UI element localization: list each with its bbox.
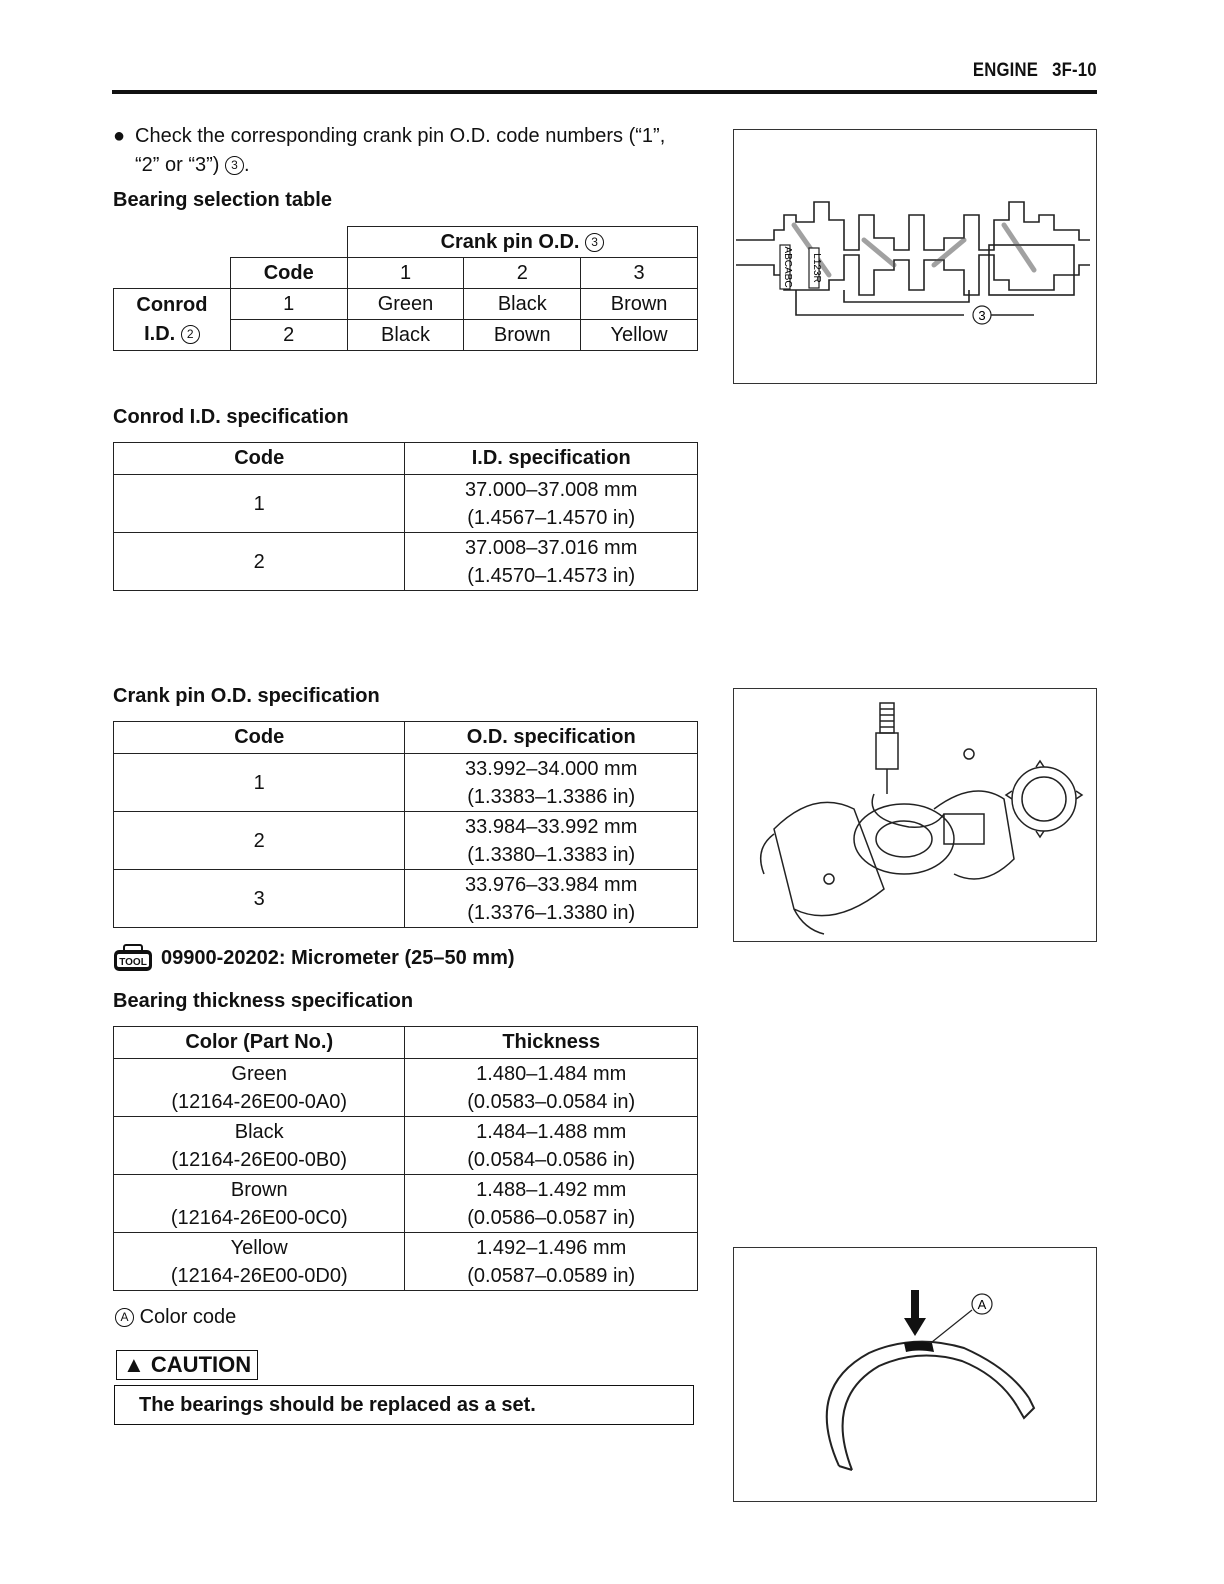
col-header: Code [114, 722, 405, 754]
bearing-selection-title: Bearing selection table [113, 189, 332, 211]
ref-marker: A [115, 1308, 134, 1327]
spec-mm: 1.492–1.496 mm [476, 1236, 627, 1259]
spec-inch: (0.0584–0.0586 in) [467, 1148, 636, 1171]
micrometer-crankshaft-icon [734, 689, 1096, 941]
table-cell: Brown [581, 289, 698, 320]
color-code-note [115, 1306, 236, 1329]
crankpin-spec-table [113, 721, 698, 928]
spec-mm: 1.480–1.484 mm [476, 1062, 627, 1085]
table-cell: Black [464, 289, 581, 320]
page-header [112, 56, 1097, 94]
row-code: 1 [114, 475, 405, 533]
color-cell [114, 1117, 405, 1175]
table-cell: Brown [464, 320, 581, 351]
spec-mm: 1.484–1.488 mm [476, 1120, 627, 1143]
row-code: 2 [114, 812, 405, 870]
bullet-line-2: “2” or “3”) [135, 154, 220, 176]
spec-inch: (0.0586–0.0587 in) [467, 1206, 636, 1229]
table-cell: Black [347, 320, 464, 351]
instruction-bullet [113, 122, 713, 180]
col-header: Color (Part No.) [114, 1027, 405, 1059]
spec-mm: 1.488–1.492 mm [476, 1178, 627, 1201]
table-row [114, 1175, 698, 1233]
spec-mm: 33.976–33.984 mm [465, 873, 638, 896]
page-number: 3F-10 [1052, 60, 1097, 81]
col-header: Code [114, 443, 405, 475]
spec-mm: 37.000–37.008 mm [465, 478, 638, 501]
conrod-spec-table [113, 442, 698, 591]
table-row [114, 1117, 698, 1175]
code-header: Code [230, 258, 347, 289]
part-number: (12164-26E00-0C0) [170, 1206, 348, 1229]
table-row [114, 1027, 698, 1059]
id-label: I.D. [144, 322, 176, 345]
row-code: 1 [114, 754, 405, 812]
crankshaft-figure [733, 129, 1097, 384]
conrod-id-header [114, 289, 231, 351]
conrod-label: Conrod [136, 293, 208, 316]
spec-cell [405, 812, 698, 870]
spec-cell [405, 533, 698, 591]
thickness-spec-table [113, 1026, 698, 1291]
spec-inch: (1.3383–1.3386 in) [467, 785, 636, 808]
ref-marker: 3 [225, 156, 244, 175]
color-name: Yellow [230, 1236, 288, 1259]
table-row [114, 754, 698, 812]
table-row [114, 475, 698, 533]
thickness-cell [405, 1233, 698, 1291]
warning-triangle-icon: ▲ [123, 1352, 145, 1377]
section-title: ENGINE [973, 60, 1039, 81]
bullet-line-1: Check the corresponding crank pin O.D. code numbers (“1”, [135, 125, 666, 147]
row-code: 2 [230, 320, 347, 351]
crank-pin-od-header [347, 227, 697, 258]
spec-inch: (0.0583–0.0584 in) [467, 1090, 636, 1113]
conrod-spec-title: Conrod I.D. specification [113, 406, 349, 428]
ref-marker: A [977, 1297, 987, 1312]
color-name: Brown [230, 1178, 288, 1201]
stamp-abcabc: ABCABC [782, 246, 793, 288]
part-number: (12164-26E00-0D0) [170, 1264, 348, 1287]
color-cell [114, 1059, 405, 1117]
col-header: I.D. specification [405, 443, 698, 475]
special-tool-line [113, 944, 515, 972]
table-row [114, 870, 698, 928]
bullet-end: . [244, 154, 250, 176]
bullet-dot-icon: ● [113, 125, 126, 147]
thickness-cell [405, 1175, 698, 1233]
color-cell [114, 1175, 405, 1233]
part-number: (12164-26E00-0B0) [171, 1148, 348, 1171]
tool-icon-label: TOOL [119, 957, 147, 968]
col-header: O.D. specification [405, 722, 698, 754]
bearing-selection-table [113, 226, 698, 351]
crankshaft-diagram-icon [734, 130, 1096, 383]
table-row [114, 258, 698, 289]
table-row [114, 812, 698, 870]
row-code: 1 [230, 289, 347, 320]
col-header: 3 [581, 258, 698, 289]
stamp-l123r: L123R [811, 253, 822, 283]
ref-marker: 2 [181, 325, 200, 344]
micrometer-figure [733, 688, 1097, 942]
ref-marker: 3 [978, 308, 986, 323]
table-cell: Yellow [581, 320, 698, 351]
caution-text: CAUTION [150, 1352, 252, 1377]
caution-box: The bearings should be replaced as a set. [114, 1385, 694, 1425]
bearing-shell-icon [734, 1248, 1096, 1501]
color-cell [114, 1233, 405, 1291]
tool-icon [113, 944, 153, 972]
spec-cell [405, 870, 698, 928]
crank-pin-od-label: Crank pin O.D. [440, 230, 580, 253]
table-row [114, 443, 698, 475]
col-header: Thickness [405, 1027, 698, 1059]
spec-mm: 33.984–33.992 mm [465, 815, 638, 838]
ref-marker: 3 [585, 233, 604, 252]
thickness-spec-title: Bearing thickness specification [113, 990, 414, 1012]
table-row [114, 227, 698, 258]
col-header: 2 [464, 258, 581, 289]
table-row [114, 289, 698, 320]
bearing-figure [733, 1247, 1097, 1502]
spec-mm: 37.008–37.016 mm [465, 536, 638, 559]
table-row [114, 722, 698, 754]
row-code: 3 [114, 870, 405, 928]
spec-inch: (1.4570–1.4573 in) [467, 564, 636, 587]
caution-label [116, 1350, 258, 1380]
spec-inch: (1.3380–1.3383 in) [467, 843, 636, 866]
color-code-text: Color code [139, 1306, 237, 1328]
part-number: (12164-26E00-0A0) [171, 1090, 348, 1113]
spec-mm: 33.992–34.000 mm [465, 757, 638, 780]
spec-inch: (1.4567–1.4570 in) [467, 506, 636, 529]
crankpin-spec-title: Crank pin O.D. specification [113, 685, 380, 707]
table-row [114, 1233, 698, 1291]
header-text [973, 60, 1097, 82]
spec-inch: (1.3376–1.3380 in) [467, 901, 636, 924]
thickness-cell [405, 1117, 698, 1175]
tool-text: 09900-20202: Micrometer (25–50 mm) [161, 946, 515, 969]
color-name: Green [231, 1062, 288, 1085]
thickness-cell [405, 1059, 698, 1117]
spec-cell [405, 754, 698, 812]
row-code: 2 [114, 533, 405, 591]
color-name: Black [234, 1120, 284, 1143]
col-header: 1 [347, 258, 464, 289]
table-row [114, 533, 698, 591]
spec-cell [405, 475, 698, 533]
table-row [114, 1059, 698, 1117]
table-cell: Green [347, 289, 464, 320]
spec-inch: (0.0587–0.0589 in) [467, 1264, 636, 1287]
